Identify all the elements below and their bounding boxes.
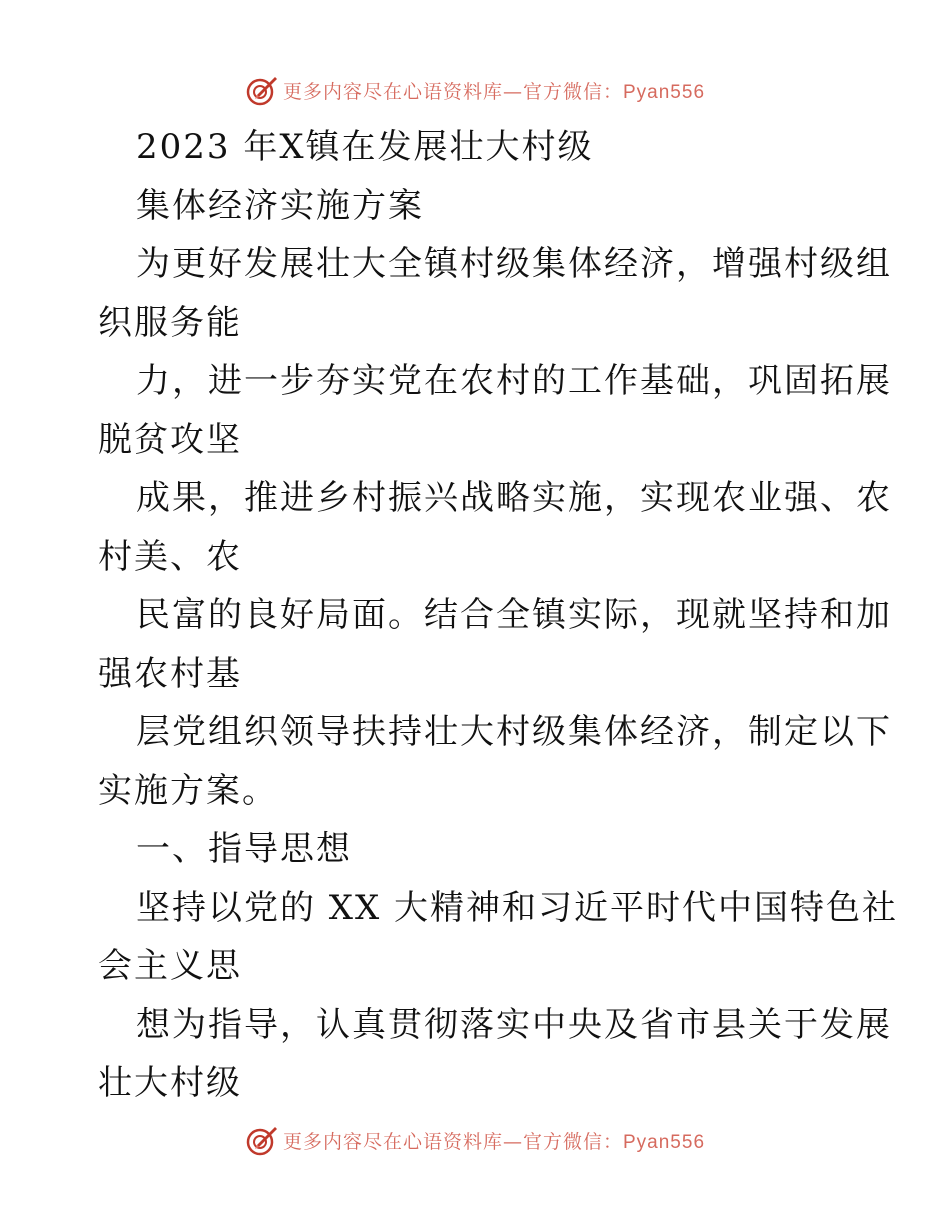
watermark-cn: 更多内容尽在心语资料库—官方微信： bbox=[282, 80, 623, 103]
text-line: 层党组织领导扶持壮大村级集体经济，制定以下 bbox=[136, 712, 892, 752]
text-line: 成果，推进乡村振兴战略实施，实现农业强、农 bbox=[136, 478, 892, 518]
text-line: 想为指导，认真贯彻落实中央及省市县关于发展 bbox=[136, 1004, 892, 1045]
text-line: 会主义思 bbox=[98, 946, 242, 986]
text-line: 为更好发展壮大全镇村级集体经济，增强村级组 bbox=[136, 244, 892, 284]
watermark-id: Pyan556 bbox=[623, 1131, 706, 1153]
watermark-text bbox=[283, 1127, 705, 1154]
text-line: 村美、农 bbox=[98, 536, 242, 577]
document-body bbox=[98, 118, 899, 1113]
brush-logo-icon bbox=[245, 73, 279, 107]
footer-watermark bbox=[0, 1120, 950, 1160]
text-line: 织服务能 bbox=[98, 302, 242, 343]
header-watermark bbox=[0, 70, 950, 110]
section-heading: 一、指导思想 bbox=[136, 829, 352, 869]
text-line: 脱贫攻坚 bbox=[98, 419, 242, 460]
watermark-id: Pyan556 bbox=[623, 81, 706, 103]
watermark-text bbox=[283, 77, 705, 104]
brush-logo-icon bbox=[245, 1123, 279, 1157]
watermark-cn: 更多内容尽在心语资料库—官方微信： bbox=[282, 1130, 623, 1153]
text-line: 坚持以党的 XX 大精神和习近平时代中国特色社 bbox=[136, 887, 899, 928]
text-line: 实施方案。 bbox=[98, 770, 278, 811]
text-line: 强农村基 bbox=[98, 653, 242, 694]
text-line: 2023 年X镇在发展壮大村级 bbox=[136, 127, 594, 167]
text-line: 民富的良好局面。结合全镇实际，现就坚持和加 bbox=[136, 595, 892, 635]
text-line: 力，进一步夯实党在农村的工作基础，巩固拓展 bbox=[136, 361, 892, 401]
text-line: 集体经济实施方案 bbox=[136, 185, 424, 226]
text-line: 壮大村级 bbox=[98, 1063, 242, 1103]
